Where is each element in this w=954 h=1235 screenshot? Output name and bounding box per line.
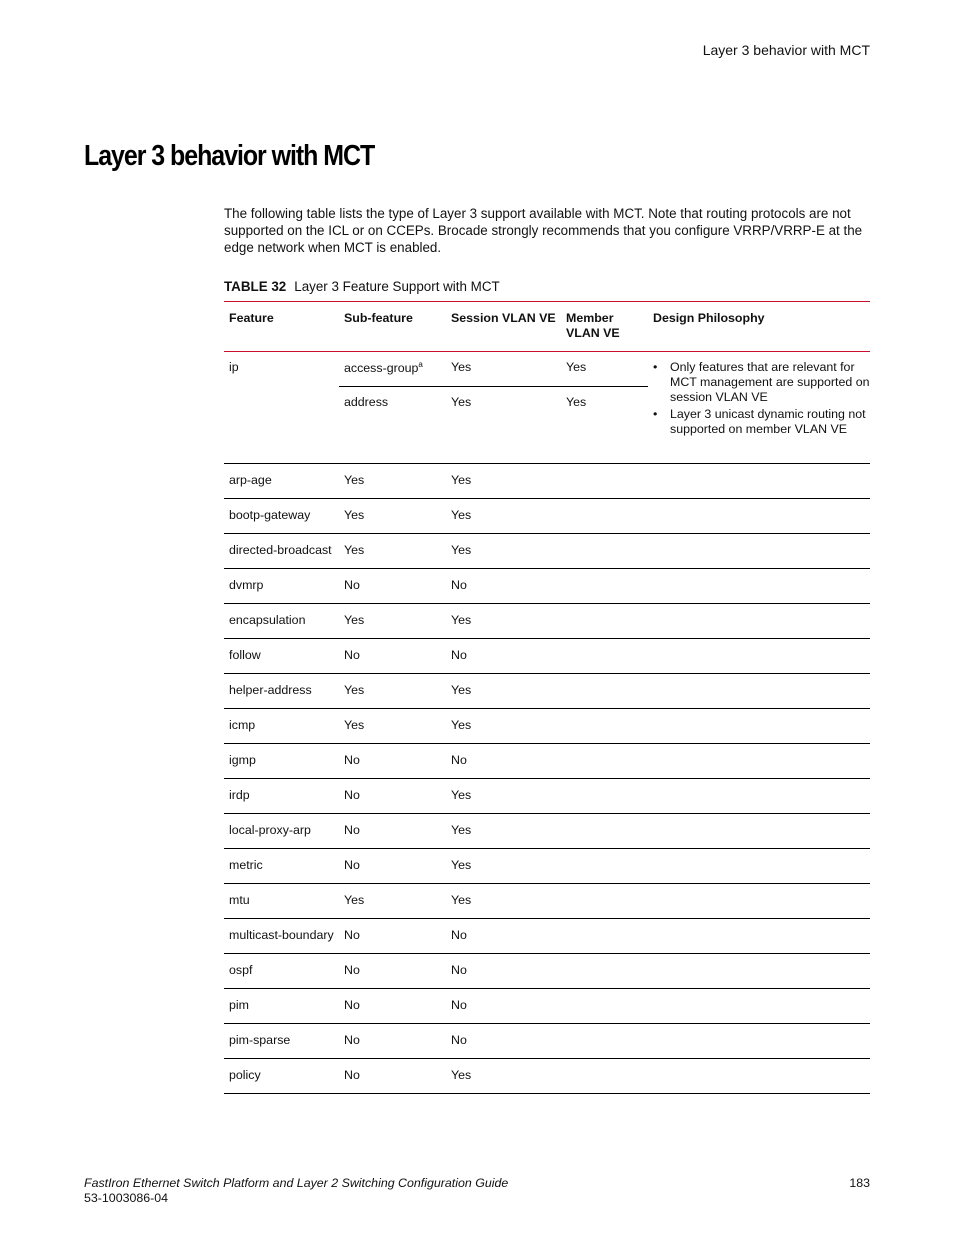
cell-design-philosophy: [648, 919, 870, 954]
intro-paragraph: The following table lists the type of Layer 3 support available with MCT. Note that routing protocols are not supported on the ICL or on CCEPs. Brocade strongly recommends that you configure VRRP/VRRP-E at the edge network when MCT is enabled.: [224, 206, 863, 255]
cell-member-vlan-ve: [561, 884, 648, 919]
cell-member-vlan-ve: [561, 674, 648, 709]
table-row: [224, 849, 870, 884]
cell-sub-feature: No: [339, 954, 446, 989]
cell-design-philosophy: [648, 989, 870, 1024]
cell-design-philosophy: [648, 709, 870, 744]
cell-feature: igmp: [224, 744, 339, 779]
col-header-design-philosophy: Design Philosophy: [648, 302, 870, 352]
cell-session-vlan-ve: Yes: [446, 464, 561, 499]
cell-member-vlan-ve: [561, 849, 648, 884]
footnote-marker: a: [418, 360, 423, 369]
cell-session-vlan-ve: No: [446, 639, 561, 674]
table-caption-text: Layer 3 Feature Support with MCT: [294, 279, 500, 294]
table-header-row: [224, 302, 870, 352]
design-list-item: [653, 407, 870, 437]
cell-feature: follow: [224, 639, 339, 674]
cell-sub-feature: Yes: [339, 499, 446, 534]
cell-sub-feature: address: [339, 387, 446, 464]
cell-feature: local-proxy-arp: [224, 814, 339, 849]
table-row: [224, 954, 870, 989]
design-item-text: Only features that are relevant for MCT management are supported on session VLAN VE: [670, 360, 870, 404]
cell-design-philosophy: [648, 744, 870, 779]
cell-sub-feature: No: [339, 849, 446, 884]
cell-session-vlan-ve: Yes: [446, 884, 561, 919]
cell-session-vlan-ve: No: [446, 744, 561, 779]
cell-session-vlan-ve: No: [446, 954, 561, 989]
cell-design-philosophy: [648, 954, 870, 989]
cell-feature: pim-sparse: [224, 1024, 339, 1059]
col-header-session-vlan-ve: Session VLAN VE: [446, 302, 561, 352]
cell-session-vlan-ve: Yes: [446, 387, 561, 464]
cell-design-philosophy: [648, 814, 870, 849]
cell-member-vlan-ve: [561, 814, 648, 849]
cell-design-philosophy: [648, 674, 870, 709]
cell-design-philosophy: [648, 884, 870, 919]
cell-sub-feature: Yes: [339, 534, 446, 569]
page-number: 183: [849, 1176, 870, 1190]
cell-member-vlan-ve: Yes: [561, 387, 648, 464]
bullet-icon: •: [653, 360, 658, 374]
table-row-ip-access-group: [224, 352, 870, 387]
footer-doc-number: 53-1003086-04: [84, 1191, 169, 1205]
cell-session-vlan-ve: Yes: [446, 674, 561, 709]
table-row: [224, 884, 870, 919]
cell-feature: pim: [224, 989, 339, 1024]
cell-feature: encapsulation: [224, 604, 339, 639]
cell-member-vlan-ve: [561, 569, 648, 604]
cell-sub-feature: Yes: [339, 884, 446, 919]
cell-member-vlan-ve: [561, 989, 648, 1024]
sub-feature-text: access-group: [344, 361, 419, 375]
cell-member-vlan-ve: [561, 604, 648, 639]
cell-member-vlan-ve: [561, 779, 648, 814]
cell-feature: helper-address: [224, 674, 339, 709]
table-caption: [224, 279, 500, 294]
cell-feature: icmp: [224, 709, 339, 744]
cell-feature: ospf: [224, 954, 339, 989]
table-row: [224, 744, 870, 779]
table-row: [224, 989, 870, 1024]
cell-sub-feature: No: [339, 989, 446, 1024]
table-row: [224, 569, 870, 604]
cell-member-vlan-ve: [561, 639, 648, 674]
cell-session-vlan-ve: Yes: [446, 779, 561, 814]
cell-session-vlan-ve: Yes: [446, 352, 561, 387]
section-title: Layer 3 behavior with MCT: [84, 140, 375, 172]
table-number: TABLE 32: [224, 279, 287, 294]
cell-feature: metric: [224, 849, 339, 884]
cell-member-vlan-ve: [561, 919, 648, 954]
cell-design-philosophy: [648, 352, 870, 464]
table-row: [224, 499, 870, 534]
cell-session-vlan-ve: No: [446, 989, 561, 1024]
table-row: [224, 709, 870, 744]
cell-design-philosophy: [648, 639, 870, 674]
cell-session-vlan-ve: No: [446, 1024, 561, 1059]
cell-sub-feature: No: [339, 744, 446, 779]
cell-sub-feature: No: [339, 639, 446, 674]
cell-design-philosophy: [648, 1024, 870, 1059]
cell-design-philosophy: [648, 849, 870, 884]
table-row: [224, 919, 870, 954]
cell-member-vlan-ve: Yes: [561, 352, 648, 387]
cell-session-vlan-ve: Yes: [446, 709, 561, 744]
cell-design-philosophy: [648, 464, 870, 499]
cell-feature: arp-age: [224, 464, 339, 499]
cell-member-vlan-ve: [561, 744, 648, 779]
cell-feature: dvmrp: [224, 569, 339, 604]
design-list-item: [653, 360, 870, 405]
cell-member-vlan-ve: [561, 954, 648, 989]
cell-sub-feature: Yes: [339, 604, 446, 639]
table-row: [224, 534, 870, 569]
footer-guide-title: FastIron Ethernet Switch Platform and Layer 2 Switching Configuration Guide: [84, 1176, 509, 1190]
cell-sub-feature: Yes: [339, 674, 446, 709]
cell-session-vlan-ve: Yes: [446, 534, 561, 569]
cell-member-vlan-ve: [561, 464, 648, 499]
cell-session-vlan-ve: Yes: [446, 499, 561, 534]
table-row: [224, 779, 870, 814]
design-item-text: Layer 3 unicast dynamic routing not supported on member VLAN VE: [670, 407, 866, 436]
cell-sub-feature: Yes: [339, 464, 446, 499]
cell-sub-feature: [339, 352, 446, 387]
table-row: [224, 1059, 870, 1094]
cell-feature: ip: [224, 352, 339, 464]
cell-design-philosophy: [648, 534, 870, 569]
running-header: Layer 3 behavior with MCT: [702, 42, 870, 58]
cell-member-vlan-ve: [561, 1059, 648, 1094]
bullet-icon: •: [653, 407, 658, 421]
cell-sub-feature: No: [339, 779, 446, 814]
feature-support-table: [224, 301, 870, 1094]
cell-member-vlan-ve: [561, 1024, 648, 1059]
table-row: [224, 464, 870, 499]
cell-sub-feature: Yes: [339, 709, 446, 744]
cell-sub-feature: No: [339, 1024, 446, 1059]
cell-session-vlan-ve: Yes: [446, 1059, 561, 1094]
table-row: [224, 814, 870, 849]
cell-feature: directed-broadcast: [224, 534, 339, 569]
cell-design-philosophy: [648, 569, 870, 604]
col-header-feature: Feature: [224, 302, 339, 352]
cell-design-philosophy: [648, 604, 870, 639]
cell-session-vlan-ve: No: [446, 919, 561, 954]
table-row: [224, 639, 870, 674]
cell-design-philosophy: [648, 499, 870, 534]
cell-feature: irdp: [224, 779, 339, 814]
footer-left: [84, 1176, 508, 1206]
col-header-member-vlan-ve: Member VLAN VE: [561, 302, 648, 352]
cell-session-vlan-ve: Yes: [446, 604, 561, 639]
cell-sub-feature: No: [339, 814, 446, 849]
col-header-sub-feature: Sub-feature: [339, 302, 446, 352]
cell-feature: bootp-gateway: [224, 499, 339, 534]
cell-design-philosophy: [648, 1059, 870, 1094]
table-row: [224, 604, 870, 639]
cell-feature: policy: [224, 1059, 339, 1094]
cell-sub-feature: No: [339, 1059, 446, 1094]
table-row: [224, 674, 870, 709]
cell-sub-feature: No: [339, 919, 446, 954]
cell-session-vlan-ve: Yes: [446, 814, 561, 849]
cell-member-vlan-ve: [561, 534, 648, 569]
design-philosophy-list: [653, 360, 870, 437]
cell-design-philosophy: [648, 779, 870, 814]
cell-feature: multicast-boundary: [224, 919, 339, 954]
cell-sub-feature: No: [339, 569, 446, 604]
cell-session-vlan-ve: No: [446, 569, 561, 604]
table-row: [224, 1024, 870, 1059]
cell-session-vlan-ve: Yes: [446, 849, 561, 884]
cell-member-vlan-ve: [561, 499, 648, 534]
cell-member-vlan-ve: [561, 709, 648, 744]
cell-feature: mtu: [224, 884, 339, 919]
